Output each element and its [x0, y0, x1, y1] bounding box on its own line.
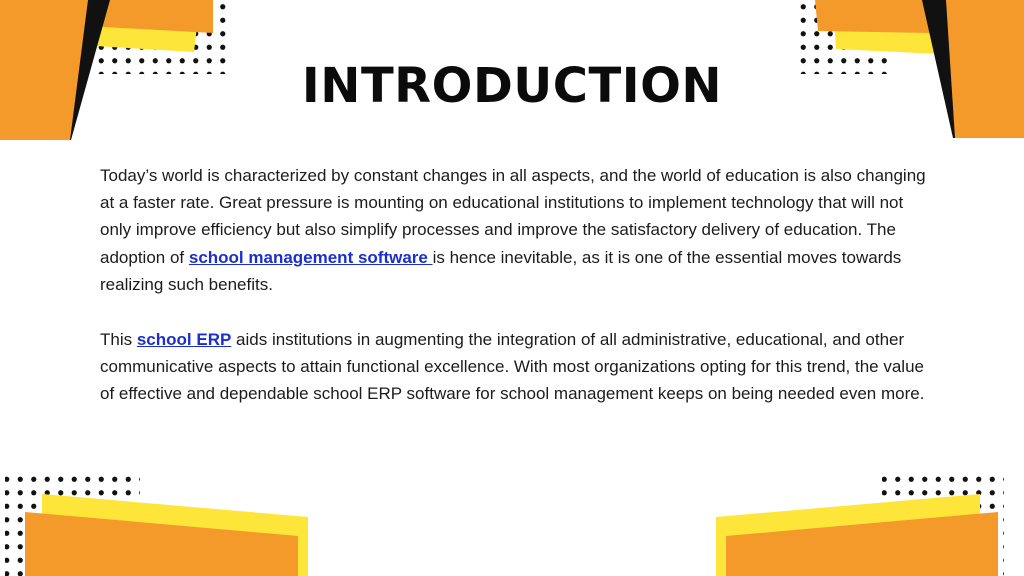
- paragraph-1-text-start: Today’s world is characterized by constant changes in all aspects, and the world of education is also changing at a faster rate. Great pressure is mounting on educational institutions to implement technology that will not only improve efficiency but also simplify processes and improve the satisfactory delivery of education. The adoption of: [100, 166, 926, 267]
- school-erp-link[interactable]: school ERP: [136, 330, 232, 349]
- school-management-software-link[interactable]: school management software: [188, 247, 433, 267]
- paragraph-2-text-end: aids institutions in augmenting the integration of all administrative, educational, and other communicative aspects to attain functional excellence. With most organizations opting for this trend, the value of effective and dependable school ERP software for school management keeps on being needed even more.: [100, 330, 925, 404]
- paragraph-2-text-start: This: [100, 330, 137, 349]
- page-title: INTRODUCTION: [301, 58, 723, 114]
- intro-paragraph-1: [100, 162, 930, 298]
- paragraph-1-text-end: is hence inevitable, as it is one of the essential moves towards realizing such benefits.: [100, 247, 902, 294]
- intro-paragraph-2: [100, 326, 930, 408]
- orange-shape-top-right: [815, 0, 932, 33]
